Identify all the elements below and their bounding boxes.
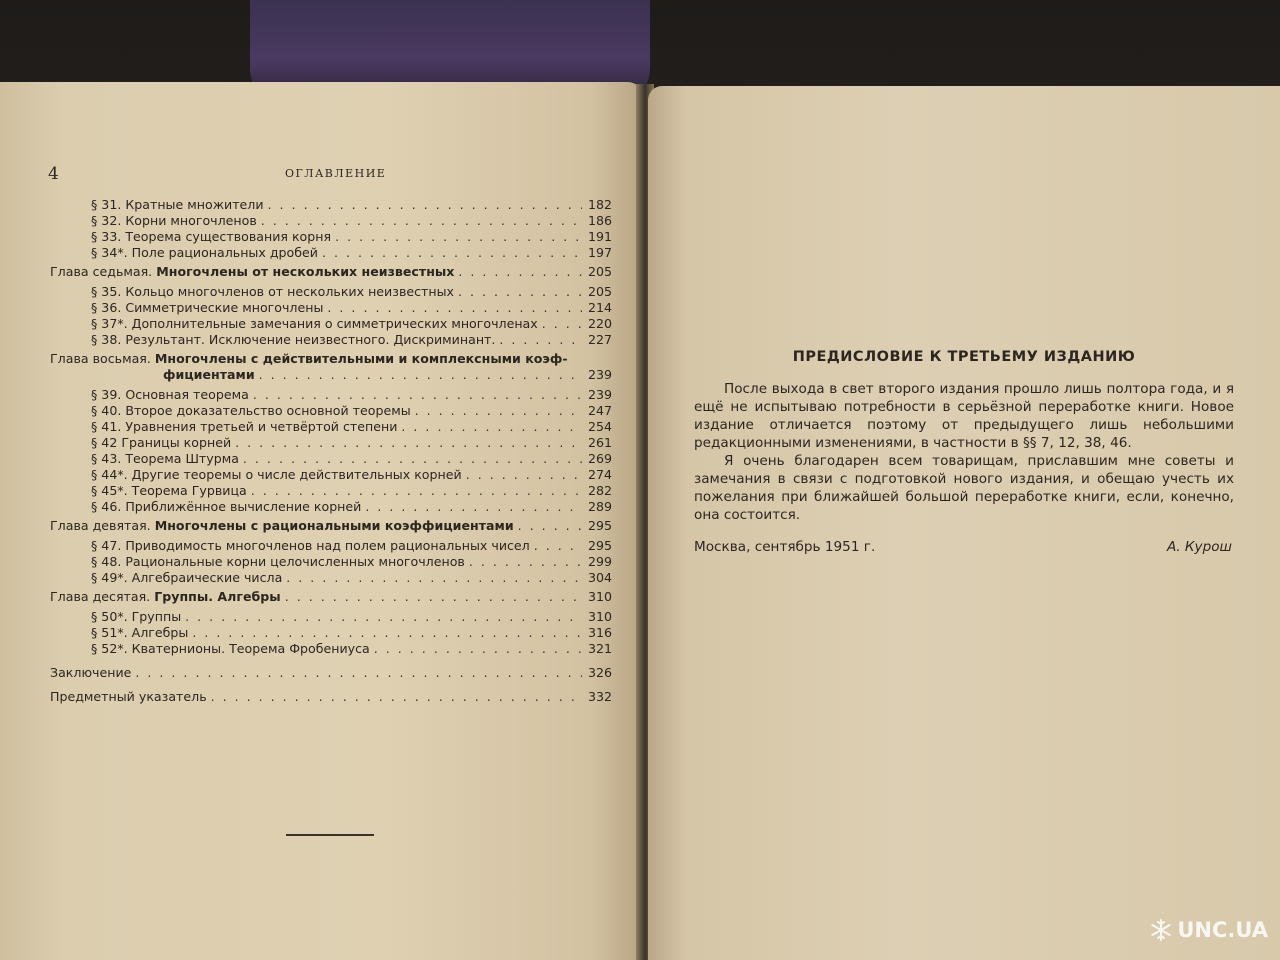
toc-section [50, 641, 612, 657]
toc-chapter [50, 351, 612, 367]
entry-title: § 47. Приводимость многочленов над полем рациональных чисел [91, 538, 530, 553]
entry-title: § 44*. Другие теоремы о числе действительных корней [91, 467, 462, 482]
signature-line [694, 538, 1234, 556]
leader-dots [243, 451, 582, 467]
entry-title: § 35. Кольцо многочленов от нескольких неизвестных [91, 284, 454, 299]
entry-title: § 45*. Теорема Гурвица [91, 483, 247, 498]
page-ref: 282 [587, 483, 612, 498]
leader-dots [518, 518, 582, 534]
chapter-prefix: Глава восьмая. [50, 351, 151, 366]
page-ref: 205 [587, 264, 612, 279]
chapter-title: Многочлены с рациональными коэффициентами [154, 518, 514, 533]
page-ref: 304 [587, 570, 612, 585]
toc-section [50, 499, 612, 515]
entry-title: § 33. Теорема существования корня [91, 229, 332, 244]
place-date: Москва, сентябрь 1951 г. [694, 539, 876, 555]
page-number: 4 [48, 164, 59, 184]
page-ref: 261 [587, 435, 612, 450]
toc-section [50, 483, 612, 499]
toc-section [50, 387, 612, 403]
page-ref: 326 [587, 665, 612, 680]
toc-section [50, 245, 612, 261]
page-ref: 269 [587, 451, 612, 466]
entry-title: § 37*. Дополнительные замечания о симметрических многочленах [91, 316, 538, 331]
end-rule [286, 834, 374, 836]
toc-section [50, 316, 612, 332]
toc-chapter [50, 518, 612, 534]
page-ref: 182 [587, 197, 612, 212]
page-ref: 295 [587, 538, 612, 553]
leader-dots [335, 229, 582, 245]
leader-dots [322, 245, 582, 261]
leader-dots [458, 284, 582, 300]
toc-section [50, 197, 612, 213]
leader-dots [286, 570, 582, 586]
toc-section [50, 213, 612, 229]
leader-dots [327, 300, 582, 316]
page-ref: 227 [587, 332, 612, 347]
leader-dots [415, 403, 582, 419]
entry-title: § 39. Основная теорема [91, 387, 249, 402]
toc-section [50, 538, 612, 554]
entry-title: § 50*. Группы [91, 609, 182, 624]
entry-title: § 43. Теорема Штурма [91, 451, 239, 466]
toc-entry [50, 689, 612, 705]
entry-title: § 41. Уравнения третьей и четвёртой степени [91, 419, 398, 434]
leader-dots [365, 499, 582, 515]
page-ref: 247 [587, 403, 612, 418]
entry-title: § 38. Результант. Исключение неизвестного. Дискриминант. [91, 332, 496, 347]
page-ref: 310 [587, 589, 612, 604]
preface-paragraph: После выхода в свет второго издания прошло лишь полтора года, и я ещё не испытываю потребности в серьёзной переработке книги. Новое издание отличается поэтому от предыдущего лишь небольшими редакционными изменениями, в частности в §§ 7, 12, 38, 46. [694, 381, 1234, 451]
leader-dots [499, 332, 582, 348]
entry-title: § 36. Симметрические многочлены [91, 300, 324, 315]
leader-dots [534, 538, 582, 554]
entry-title: § 40. Второе доказательство основной теоремы [91, 403, 411, 418]
toc-section [50, 300, 612, 316]
preface-title: ПРЕДИСЛОВИЕ К ТРЕТЬЕМУ ИЗДАНИЮ [792, 349, 1136, 365]
page-ref: 316 [587, 625, 612, 640]
entry-title: § 42 Границы корней [91, 435, 232, 450]
entry-title: § 34*. Поле рациональных дробей [91, 245, 318, 260]
table-of-contents [50, 197, 612, 705]
toc-chapter [50, 264, 612, 280]
entry-title: § 48. Рациональные корни целочисленных многочленов [91, 554, 465, 569]
watermark-text: UNC.UA [1177, 918, 1268, 942]
leader-dots [235, 435, 582, 451]
leader-dots [268, 197, 582, 213]
entry-title: § 31. Кратные множители [91, 197, 264, 212]
preface [694, 348, 1234, 556]
chapter-title: Группы. Алгебры [154, 589, 281, 604]
leader-dots [401, 419, 582, 435]
entry-title: § 49*. Алгебраические числа [91, 570, 283, 585]
snowflake-logo-icon [1149, 918, 1173, 942]
preface-paragraph: Я очень благодарен всем товарищам, приславшим мне советы и замечания в связи с подготовкой нового издания, и обещаю учесть их пожелания при ближайшей большой переработке книги, если, конечно, она состоится. [694, 453, 1234, 523]
page-ref: 254 [587, 419, 612, 434]
toc-section [50, 570, 612, 586]
leader-dots [374, 641, 582, 657]
chapter-prefix: Глава девятая. [50, 518, 151, 533]
leader-dots [211, 689, 582, 705]
leader-dots [251, 483, 582, 499]
toc-entry [50, 665, 612, 681]
leader-dots [458, 264, 582, 280]
chapter-title: Многочлены от нескольких неизвестных [156, 264, 455, 279]
toc-section [50, 625, 612, 641]
leader-dots [259, 367, 582, 383]
page-ref: 186 [587, 213, 612, 228]
entry-title: § 52*. Кватернионы. Теорема Фробениуса [91, 641, 370, 656]
page-ref: 220 [587, 316, 612, 331]
page-ref: 197 [587, 245, 612, 260]
entry-title: Предметный указатель [50, 689, 207, 704]
leader-dots [192, 625, 582, 641]
watermark [1149, 918, 1268, 942]
page-ref: 289 [587, 499, 612, 514]
leader-dots [261, 213, 582, 229]
page-ref: 295 [587, 518, 612, 533]
page-ref: 310 [587, 609, 612, 624]
chapter-prefix: Глава седьмая. [50, 264, 153, 279]
leader-dots [542, 316, 582, 332]
leader-dots [253, 387, 582, 403]
page-ref: 321 [587, 641, 612, 656]
toc-section [50, 609, 612, 625]
leader-dots [466, 467, 582, 483]
author-name: А. Курош [1166, 539, 1232, 555]
toc-chapter-continued [50, 367, 612, 383]
toc-section [50, 284, 612, 300]
toc-section [50, 229, 612, 245]
page-ref: 239 [587, 387, 612, 402]
toc-section [50, 435, 612, 451]
leader-dots [185, 609, 582, 625]
toc-section [50, 554, 612, 570]
toc-chapter [50, 589, 612, 605]
page-ref: 205 [587, 284, 612, 299]
left-page [0, 82, 642, 960]
page-ref: 191 [587, 229, 612, 244]
chapter-title: фициентами [163, 367, 255, 382]
right-page [648, 86, 1280, 960]
page-ref: 239 [587, 367, 612, 382]
page-ref: 214 [587, 300, 612, 315]
running-head-title: ОГЛАВЛЕНИЕ [285, 167, 387, 180]
leader-dots [285, 589, 582, 605]
toc-section [50, 332, 612, 348]
entry-title: § 32. Корни многочленов [91, 213, 257, 228]
entry-title: Заключение [50, 665, 132, 680]
page-ref: 332 [587, 689, 612, 704]
leader-dots [135, 665, 582, 681]
toc-section [50, 467, 612, 483]
page-ref: 274 [587, 467, 612, 482]
entry-title: § 51*. Алгебры [91, 625, 189, 640]
toc-section [50, 419, 612, 435]
toc-section [50, 403, 612, 419]
leader-dots [469, 554, 582, 570]
running-head [0, 164, 642, 184]
page-ref: 299 [587, 554, 612, 569]
chapter-title: Многочлены с действительными и комплексными коэф- [154, 351, 568, 366]
chapter-prefix: Глава десятая. [50, 589, 151, 604]
toc-section [50, 451, 612, 467]
entry-title: § 46. Приближённое вычисление корней [91, 499, 362, 514]
